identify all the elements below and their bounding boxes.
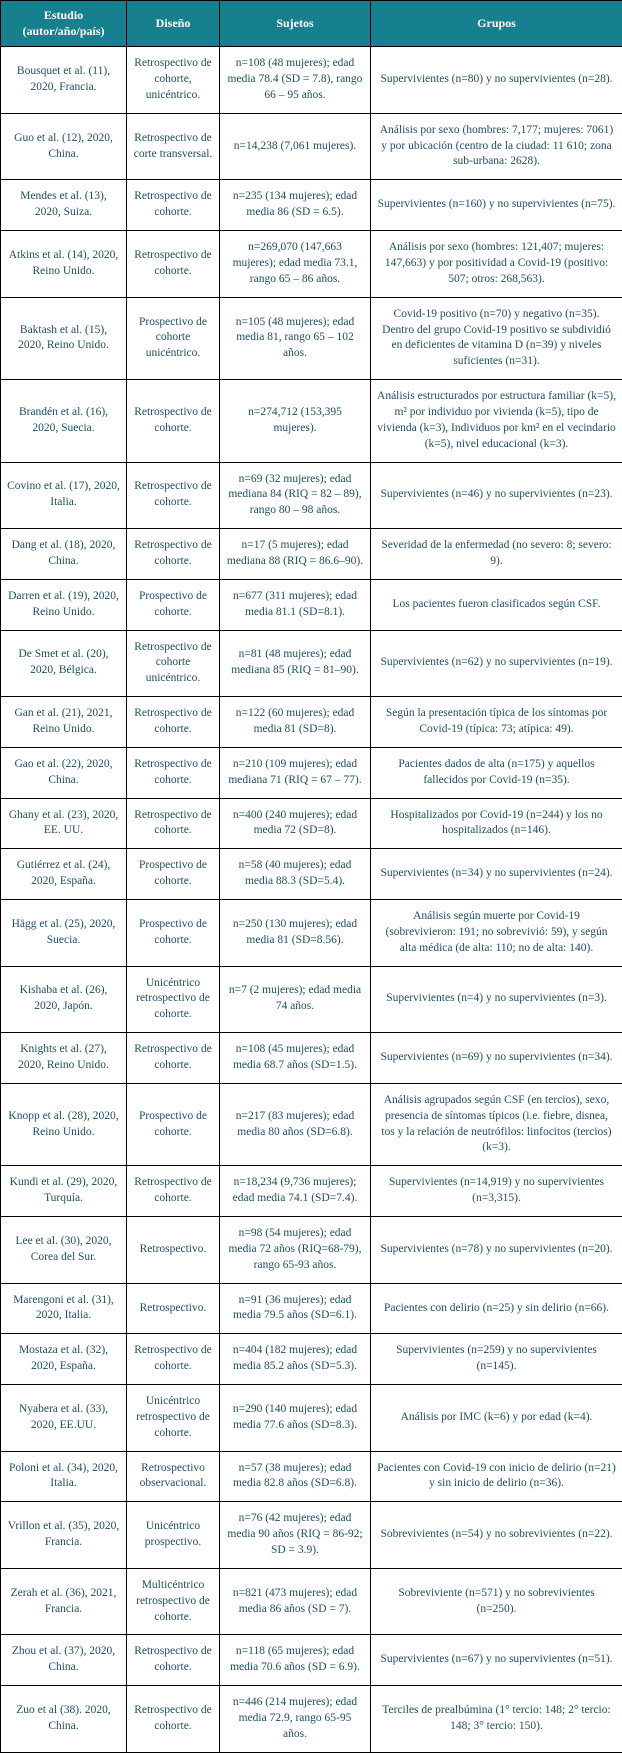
table-cell-diseno: Retrospectivo de cohorte.: [127, 1033, 220, 1084]
table-cell-sujetos: n=118 (65 mujeres); edad media 70.6 años (SD = 6.9).: [220, 1635, 371, 1686]
table-cell-estudio: Hägg et al. (25), 2020, Suecia.: [1, 899, 127, 966]
table-cell-diseno: Retrospectivo de cohorte.: [127, 1686, 220, 1753]
table-cell-sujetos: n=122 (60 mujeres); edad media 81 (SD=8).: [220, 697, 371, 748]
table-cell-sujetos: n=250 (130 mujeres); edad media 81 (SD=8.56).: [220, 899, 371, 966]
table-cell-diseno: Retrospectivo de cohorte.: [127, 180, 220, 231]
table-body: [1, 47, 622, 1753]
table-cell-grupos: Supervivientes (n=46) y no supervivientes (n=23).: [371, 462, 622, 529]
table-cell-grupos: Según la presentación típica de los síntomas por Covid-19 (típica: 73; atípica: 49).: [371, 697, 622, 748]
table-cell-grupos: Supervivientes (n=67) y no supervivientes (n=51).: [371, 1635, 622, 1686]
table-cell-estudio: Gutiérrez et al. (24), 2020, España.: [1, 849, 127, 900]
table-cell-diseno: Prospectivo de cohorte.: [127, 1083, 220, 1165]
table-row: [1, 462, 622, 529]
table-cell-estudio: Mostaza et al. (32), 2020, España.: [1, 1334, 127, 1385]
table-cell-estudio: Guo et al. (12), 2020, China.: [1, 113, 127, 180]
table-row: [1, 297, 622, 379]
table-cell-diseno: Prospectivo de cohorte.: [127, 849, 220, 900]
table-cell-sujetos: n=76 (42 mujeres); edad media 90 años (RIQ = 86-92; SD = 3.9).: [220, 1502, 371, 1569]
table-cell-grupos: Pacientes con Covid-19 con inicio de delirio (n=21) y sin inicio de delirio (n=36).: [371, 1451, 622, 1502]
table-cell-diseno: Retrospectivo.: [127, 1283, 220, 1334]
table-cell-diseno: Unicéntrico retrospectivo de cohorte.: [127, 1385, 220, 1452]
column-header-sujetos: Sujetos: [220, 1, 371, 47]
table-row: [1, 1033, 622, 1084]
table-cell-estudio: De Smet et al. (20), 2020, Bélgica.: [1, 630, 127, 697]
table-cell-grupos: Supervivientes (n=78) y no supervivientes (n=20).: [371, 1217, 622, 1284]
table-cell-estudio: Darren et al. (19), 2020, Reino Unido.: [1, 579, 127, 630]
table-cell-grupos: Supervivientes (n=62) y no supervivientes (n=19).: [371, 630, 622, 697]
table-cell-grupos: Sobrevivientes (n=54) y no sobrevivientes (n=22).: [371, 1502, 622, 1569]
table-cell-diseno: Retrospectivo observacional.: [127, 1451, 220, 1502]
table-row: [1, 1283, 622, 1334]
table-row: [1, 1686, 622, 1753]
table-cell-grupos: Supervivientes (n=34) y no supervivientes (n=24).: [371, 849, 622, 900]
table-cell-estudio: Kundi et al. (29), 2020, Turquía.: [1, 1166, 127, 1217]
table-cell-sujetos: n=91 (36 mujeres); edad media 79.5 años (SD=6.1).: [220, 1283, 371, 1334]
table-cell-grupos: Supervivientes (n=69) y no supervivientes (n=34).: [371, 1033, 622, 1084]
table-cell-estudio: Nyabera et al. (33), 2020, EE.UU.: [1, 1385, 127, 1452]
table-cell-sujetos: n=14,238 (7,061 mujeres).: [220, 113, 371, 180]
table-cell-estudio: Zuo et al (38). 2020, China.: [1, 1686, 127, 1753]
table-row: [1, 1217, 622, 1284]
table-cell-estudio: Marengoni et al. (31), 2020, Italia.: [1, 1283, 127, 1334]
table-cell-sujetos: n=235 (134 mujeres); edad media 86 (SD = 6.5).: [220, 180, 371, 231]
table-cell-sujetos: n=269,070 (147,663 mujeres); edad media 73.1, rango 65 – 86 años.: [220, 231, 371, 298]
table-cell-grupos: Análisis por sexo (hombres: 7,177; mujeres: 7061) y por ubicación (centro de la ciudad: 11 610; zona sub-urbana: 2628).: [371, 113, 622, 180]
table-cell-diseno: Retrospectivo de cohorte.: [127, 798, 220, 849]
table-cell-diseno: Retrospectivo.: [127, 1217, 220, 1284]
table-cell-estudio: Kishaba et al. (26), 2020, Japón.: [1, 966, 127, 1033]
table-row: [1, 1083, 622, 1165]
table-cell-sujetos: n=108 (45 mujeres); edad media 68.7 años (SD=1.5).: [220, 1033, 371, 1084]
table-cell-estudio: Covino et al. (17), 2020, Italia.: [1, 462, 127, 529]
table-cell-diseno: Retrospectivo de cohorte unicéntrico.: [127, 630, 220, 697]
table-cell-sujetos: n=81 (48 mujeres); edad mediana 85 (RIQ = 81–90).: [220, 630, 371, 697]
table-cell-sujetos: n=105 (48 mujeres); edad media 81, rango 65 – 102 años.: [220, 297, 371, 379]
table-cell-sujetos: n=58 (40 mujeres); edad media 88.3 (SD=5.4).: [220, 849, 371, 900]
table-row: [1, 1635, 622, 1686]
table-row: [1, 180, 622, 231]
table-cell-estudio: Brandén et al. (16), 2020, Suecia.: [1, 380, 127, 462]
column-header-grupos: Grupos: [371, 1, 622, 47]
table-row: [1, 47, 622, 114]
table-cell-estudio: Gan et al. (21), 2021, Reino Unido.: [1, 697, 127, 748]
table-cell-grupos: Supervivientes (n=80) y no supervivientes (n=28).: [371, 47, 622, 114]
table-cell-grupos: Covid-19 positivo (n=70) y negativo (n=35). Dentro del grupo Covid-19 positivo se subdividió en deficientes de vitamina D (n=39) y niveles suficientes (n=31).: [371, 297, 622, 379]
table-cell-diseno: Retrospectivo de corte transversal.: [127, 113, 220, 180]
table-row: [1, 630, 622, 697]
table-cell-grupos: Severidad de la enfermedad (no severo: 8; severo: 9).: [371, 529, 622, 580]
table-cell-grupos: Los pacientes fueron clasificados según CSF.: [371, 579, 622, 630]
column-header-diseno: Diseño: [127, 1, 220, 47]
table-cell-sujetos: n=446 (214 mujeres); edad media 72.9, rango 65-95 años.: [220, 1686, 371, 1753]
table-row: [1, 1502, 622, 1569]
table-cell-sujetos: n=821 (473 mujeres); edad media 86 años (SD = 7).: [220, 1568, 371, 1635]
table-cell-sujetos: n=57 (38 mujeres); edad media 82.8 años (SD=6.8).: [220, 1451, 371, 1502]
table-cell-diseno: Retrospectivo de cohorte.: [127, 462, 220, 529]
table-cell-sujetos: n=290 (140 mujeres); edad media 77.6 años (SD=8.3).: [220, 1385, 371, 1452]
table-cell-diseno: Unicéntrico prospectivo.: [127, 1502, 220, 1569]
table-cell-grupos: Supervivientes (n=4) y no supervivientes (n=3).: [371, 966, 622, 1033]
table-cell-grupos: Pacientes con delirio (n=25) y sin delirio (n=66).: [371, 1283, 622, 1334]
table-cell-grupos: Análisis por sexo (hombres: 121,407; mujeres: 147,663) y por positividad a Covid-19 (positivo: 507; otros: 268,563).: [371, 231, 622, 298]
table-cell-grupos: Supervivientes (n=259) y no supervivientes (n=145).: [371, 1334, 622, 1385]
table-row: [1, 899, 622, 966]
table-cell-diseno: Retrospectivo de cohorte.: [127, 1635, 220, 1686]
table-cell-sujetos: n=210 (109 mujeres); edad mediana 71 (RIQ = 67 – 77).: [220, 747, 371, 798]
table-cell-diseno: Multicéntrico retrospectivo de cohorte.: [127, 1568, 220, 1635]
table-cell-estudio: Gao et al. (22), 2020, China.: [1, 747, 127, 798]
table-cell-grupos: Análisis según muerte por Covid-19 (sobrevivieron: 191; no sobrevivió: 59), y según alta médica (de alta: 110; no de alta: 140).: [371, 899, 622, 966]
table-cell-sujetos: n=7 (2 mujeres); edad media 74 años.: [220, 966, 371, 1033]
table-row: [1, 579, 622, 630]
table-cell-grupos: Supervivientes (n=160) y no supervivientes (n=75).: [371, 180, 622, 231]
table-cell-sujetos: n=18,234 (9,736 mujeres); edad media 74.1 (SD=7.4).: [220, 1166, 371, 1217]
table-cell-diseno: Retrospectivo de cohorte.: [127, 1334, 220, 1385]
table-cell-estudio: Baktash et al. (15), 2020, Reino Unido.: [1, 297, 127, 379]
table-row: [1, 849, 622, 900]
table-row: [1, 1568, 622, 1635]
table-cell-estudio: Mendes et al. (13), 2020, Suiza.: [1, 180, 127, 231]
table-cell-sujetos: n=98 (54 mujeres); edad media 72 años (RIQ=68-79), rango 65-93 años.: [220, 1217, 371, 1284]
table-cell-grupos: Sobreviviente (n=571) y no sobrevivientes (n=250).: [371, 1568, 622, 1635]
table-row: [1, 697, 622, 748]
table-cell-diseno: Retrospectivo de cohorte.: [127, 747, 220, 798]
table-cell-grupos: Supervivientes (n=14,919) y no supervivientes (n=3,315).: [371, 1166, 622, 1217]
table-row: [1, 1451, 622, 1502]
table-cell-grupos: Pacientes dados de alta (n=175) y aquellos fallecidos por Covid-19 (n=35).: [371, 747, 622, 798]
table-cell-estudio: Dang et al. (18), 2020, China.: [1, 529, 127, 580]
table-cell-sujetos: n=17 (5 mujeres); edad mediana 88 (RIQ = 86.6–90).: [220, 529, 371, 580]
table-row: [1, 1166, 622, 1217]
table-cell-diseno: Retrospectivo de cohorte.: [127, 231, 220, 298]
table-row: [1, 113, 622, 180]
table-row: [1, 231, 622, 298]
table-cell-diseno: Prospectivo de cohorte.: [127, 899, 220, 966]
table-row: [1, 966, 622, 1033]
table-row: [1, 798, 622, 849]
table-cell-diseno: Retrospectivo de cohorte.: [127, 380, 220, 462]
table-cell-sujetos: n=404 (182 mujeres); edad media 85.2 años (SD=5.3).: [220, 1334, 371, 1385]
table-cell-estudio: Atkins et al. (14), 2020, Reino Unido.: [1, 231, 127, 298]
table-cell-sujetos: n=677 (311 mujeres); edad media 81.1 (SD=8.1).: [220, 579, 371, 630]
table-row: [1, 1334, 622, 1385]
table-header: [1, 1, 622, 47]
table-cell-estudio: Bousquet et al. (11), 2020, Francia.: [1, 47, 127, 114]
table-cell-diseno: Unicéntrico retrospectivo de cohorte.: [127, 966, 220, 1033]
table-cell-grupos: Análisis agrupados según CSF (en tercios), sexo, presencia de síntomas típicos (i.e. fiebre, disnea, tos y la relación de neutrófilos: linfocitos (tercios) (k=3).: [371, 1083, 622, 1165]
table-row: [1, 380, 622, 462]
table-cell-estudio: Lee et al. (30), 2020, Corea del Sur.: [1, 1217, 127, 1284]
header-row: [1, 1, 622, 47]
table-cell-estudio: Poloni et al. (34), 2020, Italia.: [1, 1451, 127, 1502]
table-cell-estudio: Knopp et al. (28), 2020, Reino Unido.: [1, 1083, 127, 1165]
table-cell-sujetos: n=274,712 (153,395 mujeres).: [220, 380, 371, 462]
table-cell-sujetos: n=69 (32 mujeres); edad mediana 84 (RIQ = 82 – 89), rango 80 – 98 años.: [220, 462, 371, 529]
table-cell-grupos: Hospitalizados por Covid-19 (n=244) y los no hospitalizados (n=146).: [371, 798, 622, 849]
table-cell-grupos: Terciles de prealbúmina (1° tercio: 148; 2° tercio: 148; 3° tercio: 150).: [371, 1686, 622, 1753]
table-cell-grupos: Análisis estructurados por estructura familiar (k=5), m² por individuo por vivienda (k=5), tipo de vivienda (k=3), Individuos por km² en el vecindario (k=5), nivel educacional (k=3).: [371, 380, 622, 462]
table-cell-estudio: Vrillon et al. (35), 2020, Francia.: [1, 1502, 127, 1569]
column-header-estudio: Estudio (autor/año/país): [1, 1, 127, 47]
table-cell-estudio: Zhou et al. (37), 2020, China.: [1, 1635, 127, 1686]
table-cell-estudio: Knights et al. (27), 2020, Reino Unido.: [1, 1033, 127, 1084]
table-cell-diseno: Retrospectivo de cohorte.: [127, 697, 220, 748]
table-cell-sujetos: n=400 (240 mujeres); edad media 72 (SD=8).: [220, 798, 371, 849]
table-cell-sujetos: n=108 (48 mujeres); edad media 78.4 (SD = 7.8), rango 66 – 95 años.: [220, 47, 371, 114]
table-cell-diseno: Prospectivo de cohorte.: [127, 579, 220, 630]
table-cell-sujetos: n=217 (83 mujeres); edad media 80 años (SD=6.8).: [220, 1083, 371, 1165]
table-cell-diseno: Prospectivo de cohorte unicéntrico.: [127, 297, 220, 379]
table-cell-diseno: Retrospectivo de cohorte, unicéntrico.: [127, 47, 220, 114]
table-row: [1, 747, 622, 798]
table-row: [1, 529, 622, 580]
table-cell-grupos: Análisis por IMC (k=6) y por edad (k=4).: [371, 1385, 622, 1452]
table-cell-diseno: Retrospectivo de cohorte.: [127, 529, 220, 580]
table-row: [1, 1385, 622, 1452]
table-cell-estudio: Ghany et al. (23), 2020, EE. UU.: [1, 798, 127, 849]
table-cell-estudio: Zerah et al. (36), 2021, Francia.: [1, 1568, 127, 1635]
table-cell-diseno: Retrospectivo de cohorte.: [127, 1166, 220, 1217]
